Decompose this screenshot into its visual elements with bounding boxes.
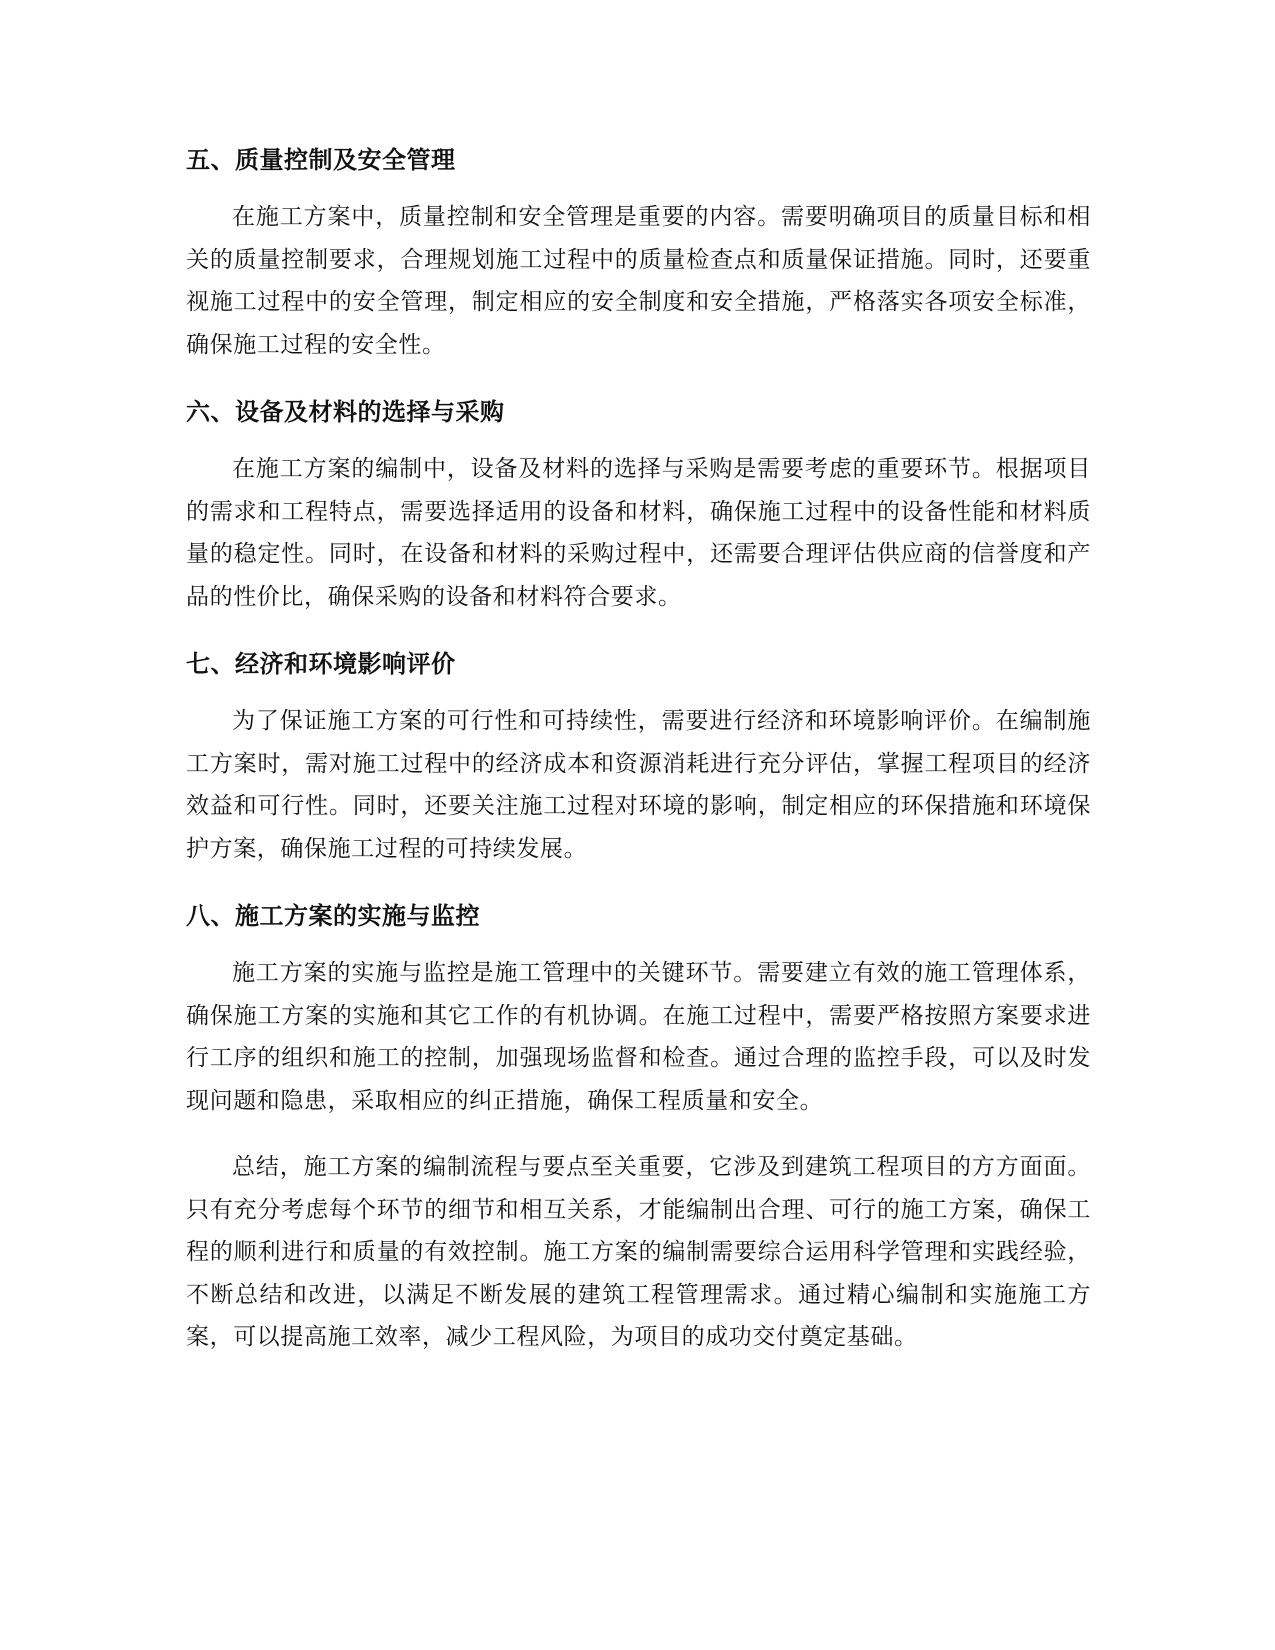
section-heading-8: 八、施工方案的实施与监控 — [186, 902, 480, 930]
section-heading-6: 六、设备及材料的选择与采购 — [186, 398, 505, 426]
document-body — [186, 138, 1091, 1359]
section-paragraph-8: 施工方案的实施与监控是施工管理中的关键环节。需要建立有效的施工管理体系，确保施工方案的实施和其它工作的有机协调。在施工过程中，需要严格按照方案要求进行工序的组织和施工的控制，加强现场监督和检查。通过合理的监控手段，可以及时发现问题和隐患，采取相应的纠正措施，确保工程质量和安全。 — [186, 960, 1091, 1114]
section-paragraph-5: 在施工方案中，质量控制和安全管理是重要的内容。需要明确项目的质量目标和相关的质量控制要求，合理规划施工过程中的质量检查点和质量保证措施。同时，还要重视施工过程中的安全管理，制定相应的安全制度和安全措施，严格落实各项安全标准，确保施工过程的安全性。 — [186, 204, 1091, 358]
section-paragraph-6: 在施工方案的编制中，设备及材料的选择与采购是需要考虑的重要环节。根据项目的需求和工程特点，需要选择适用的设备和材料，确保施工过程中的设备性能和材料质量的稳定性。同时，在设备和材料的采购过程中，还需要合理评估供应商的信誉度和产品的性价比，确保采购的设备和材料符合要求。 — [186, 456, 1091, 610]
section-heading-5: 五、质量控制及安全管理 — [186, 146, 456, 174]
summary-paragraph: 总结，施工方案的编制流程与要点至关重要，它涉及到建筑工程项目的方方面面。只有充分考虑每个环节的细节和相互关系，才能编制出合理、可行的施工方案，确保工程的顺利进行和质量的有效控制。施工方案的编制需要综合运用科学管理和实践经验，不断总结和改进，以满足不断发展的建筑工程管理需求。通过精心编制和实施施工方案，可以提高施工效率，减少工程风险，为项目的成功交付奠定基础。 — [186, 1154, 1091, 1350]
section-paragraph-7: 为了保证施工方案的可行性和可持续性，需要进行经济和环境影响评价。在编制施工方案时，需对施工过程中的经济成本和资源消耗进行充分评估，掌握工程项目的经济效益和可行性。同时，还要关注施工过程对环境的影响，制定相应的环保措施和环境保护方案，确保施工过程的可持续发展。 — [186, 708, 1091, 862]
section-heading-7: 七、经济和环境影响评价 — [186, 650, 456, 678]
